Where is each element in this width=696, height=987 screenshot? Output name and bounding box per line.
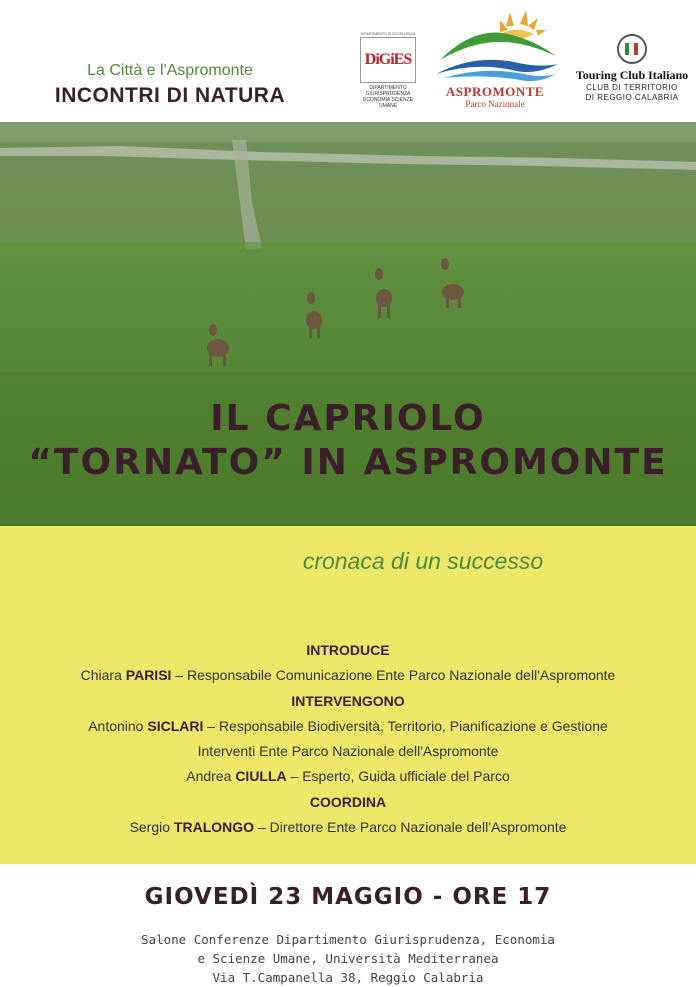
main-title-line2: “TORNATO” IN ASPROMONTE <box>28 442 668 483</box>
venue-line1: Salone Conferenze Dipartimento Giurisprudenza, Economia <box>141 932 555 947</box>
tci-sub-line2: DI REGGIO CALABRIA <box>585 93 679 102</box>
speaker-role-line2: Interventi Ente Parco Nazionale dell'Aspromonte <box>197 743 499 760</box>
main-title-line1: IL CAPRIOLO <box>210 398 486 439</box>
speaker-first-name: Sergio <box>129 819 171 836</box>
tci-name: Touring Club Italiano <box>575 68 689 82</box>
aspromonte-mountain-sun-icon <box>434 4 564 86</box>
event-details <box>0 864 696 984</box>
speaker-last-name: PARISI <box>125 667 172 684</box>
series-name: La Città e l'Aspromonte <box>87 62 253 79</box>
tci-sub-line1: CLUB DI TERRITORIO <box>586 83 678 92</box>
speaker-ciulla <box>0 764 696 789</box>
programme <box>0 638 696 840</box>
subtitle: cronaca di un successo <box>302 548 544 574</box>
digies-caption-top: DIPARTIMENTO DI ECCELLENZA <box>360 32 416 36</box>
digies-mark <box>360 37 416 83</box>
speaker-last-name: TRALONGO <box>173 819 255 836</box>
intervengono-label: INTERVENGONO <box>291 692 405 709</box>
programme-band <box>0 526 696 864</box>
event-date-time: GIOVEDÌ 23 MAGGIO - ORE 17 <box>144 884 552 910</box>
speaker-first-name: Antonino <box>88 717 144 734</box>
aspromonte-sub: Parco Nazionale <box>465 99 525 109</box>
coordina-label: COORDINA <box>309 793 387 810</box>
introduce-label: INTRODUCE <box>306 642 390 658</box>
speaker-first-name: Andrea <box>186 768 232 785</box>
speaker-last-name: CIULLA <box>235 768 287 785</box>
venue-line3: Via T.Campanella 38, Reggio Calabria <box>212 970 484 985</box>
speaker-role: – Esperto, Guida ufficiale del Parco <box>286 768 510 785</box>
coordinator <box>0 815 696 840</box>
series-title: INCONTRI DI NATURA <box>54 84 286 107</box>
speaker-role: – Responsabile Comunicazione Ente Parco Nazionale dell'Aspromonte <box>171 667 616 684</box>
digies-caption: DIPARTIMENTO GIURISPRUDENZA ECONOMIA SCIENZE UMANE <box>362 85 413 109</box>
touring-club-logo <box>574 34 690 103</box>
aspromonte-park-logo <box>434 4 564 108</box>
speaker-last-name: SICLARI <box>147 717 204 734</box>
venue <box>0 930 696 987</box>
digies-mark-text: DiGiES <box>364 51 412 68</box>
introduce-speaker <box>0 663 696 688</box>
speaker-role: – Responsabile Biodiversità, Territorio, Pianificazione e Gestione <box>203 717 608 734</box>
speaker-siclari <box>0 714 696 739</box>
speaker-role: – Direttore Ente Parco Nazionale dell'Aspromonte <box>254 819 567 836</box>
digies-logo <box>360 32 416 109</box>
speaker-first-name: Chiara <box>80 667 122 684</box>
venue-line2: e Scienze Umane, Università Mediterranea <box>197 951 499 966</box>
header <box>0 0 696 122</box>
aspromonte-name: ASPROMONTE <box>445 84 545 99</box>
hero-photo <box>0 122 696 526</box>
tci-emblem-icon <box>617 34 647 64</box>
